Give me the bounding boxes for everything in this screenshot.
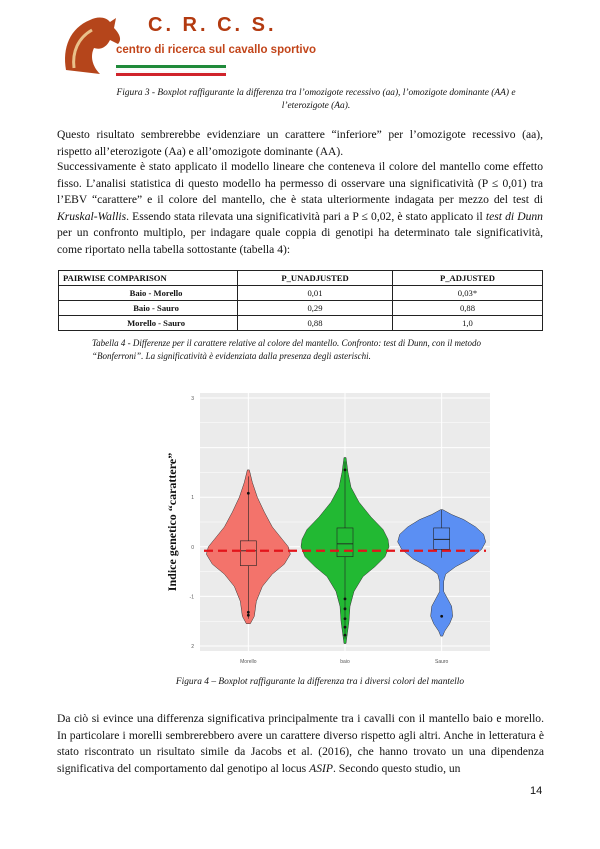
outlier-point [440, 615, 443, 618]
table-cell: Morello - Sauro [59, 316, 238, 331]
kruskal-wallis-term: Kruskal-Wallis [57, 209, 127, 223]
outlier-point [344, 607, 347, 610]
table-row [59, 286, 543, 301]
x-tick-label: Sauro [434, 659, 449, 665]
outlier-point [344, 598, 347, 601]
table-row [59, 316, 543, 331]
outlier-point [247, 611, 250, 614]
table-cell: 0,29 [238, 301, 393, 316]
table-cell: 1,0 [392, 316, 542, 331]
page-number: 14 [530, 785, 543, 797]
violin-chart [162, 385, 498, 669]
paragraph-3: Da ciò si evince una differenza significativa principalmente tra i cavalli con il mantello baio e morello. In particolare i morelli sembrerebbero avere un carattere diverso rispetto agli altri. Anche in letteratura è stato riscontrato un risultato simile da Jacobs et al. (2016), che hanno trovato un una dipendenza significativa del comportamento dal genotipo al locus ASIP. Secondo questo studio, un [57, 712, 544, 775]
table-4-caption: Tabella 4 - Differenze per il carattere relative al colore del mantello. Confronto: test di Dunn, con il metodo “Bonferroni”. La significatività è evidenziata dalla presenza degli asterischi. [92, 338, 481, 361]
table-header-cell: PAIRWISE COMPARISON [59, 271, 238, 286]
table-cell: 0,03* [392, 286, 542, 301]
table-cell: 0,88 [238, 316, 393, 331]
outlier-point [344, 626, 347, 629]
table-cell: 0,88 [392, 301, 542, 316]
y-tick-label: 0 [191, 544, 194, 551]
y-axis-title: Indice genetico “carattere” [165, 452, 179, 592]
y-tick-label: -1 [189, 594, 194, 601]
dunn-test-term: test di Dunn [485, 209, 543, 223]
logo-title: C. R. C. S. [148, 14, 277, 36]
table-cell: Baio - Morello [59, 286, 238, 301]
outlier-point [247, 614, 250, 617]
figure-4-caption: Figura 4 – Boxplot raffigurante la differenza tra i diversi colori del mantello [175, 677, 465, 687]
y-tick-label: 1 [191, 495, 194, 502]
table-header-cell: P_ADJUSTED [392, 271, 542, 286]
asip-term: ASIP [309, 761, 333, 775]
x-tick-label: baio [340, 659, 350, 665]
y-tick-label: 3 [191, 395, 194, 402]
table-header-cell: P_UNADJUSTED [238, 271, 393, 286]
x-tick-label: Morello [240, 659, 257, 665]
outlier-point [344, 469, 347, 472]
figure-3-caption: Figura 3 - Boxplot raffigurante la differenza tra l’omozigote recessivo (aa), l’omozigote dominante (AA) e l’eterozigote (Aa). [116, 88, 516, 111]
table-header-row [59, 271, 543, 286]
outlier-point [344, 634, 347, 637]
paragraph-1: Questo risultato sembrerebbe evidenziare un carattere “inferiore” per l’omozigote recessivo (aa), rispetto all’eterozigote (Aa) e all’omozigote dominante (AA). [57, 128, 543, 158]
table-cell: Baio - Sauro [59, 301, 238, 316]
violin-chart-svg [162, 385, 498, 669]
table-row [59, 301, 543, 316]
table-cell: 0,01 [238, 286, 393, 301]
outlier-point [344, 617, 347, 620]
pairwise-comparison-table [58, 270, 543, 331]
outlier-point [247, 492, 250, 495]
y-tick-label: 2 [191, 644, 194, 651]
logo-subtitle: centro di ricerca sul cavallo sportivo [116, 44, 317, 56]
paragraph-2: Successivamente è stato applicato il modello lineare che conteneva il colore del mantello come effetto fisso. L’analisi statistica di questo modello ha permesso di osservare una significatività (P ≤ 0,01) tra l’EBV “carattere” e il colore del mantello, che è stata ulteriormente indagata per mezzo del test di Kruskal-Wallis. Essendo stata rilevata una significatività pari a P ≤ 0,02, è stato applicato il test di Dunn per un confronto multiplo, per indagare quale coppia di genotipi ha determinato tale significatività, come riportato nella tabella sottostante (tabella 4): [57, 160, 543, 256]
